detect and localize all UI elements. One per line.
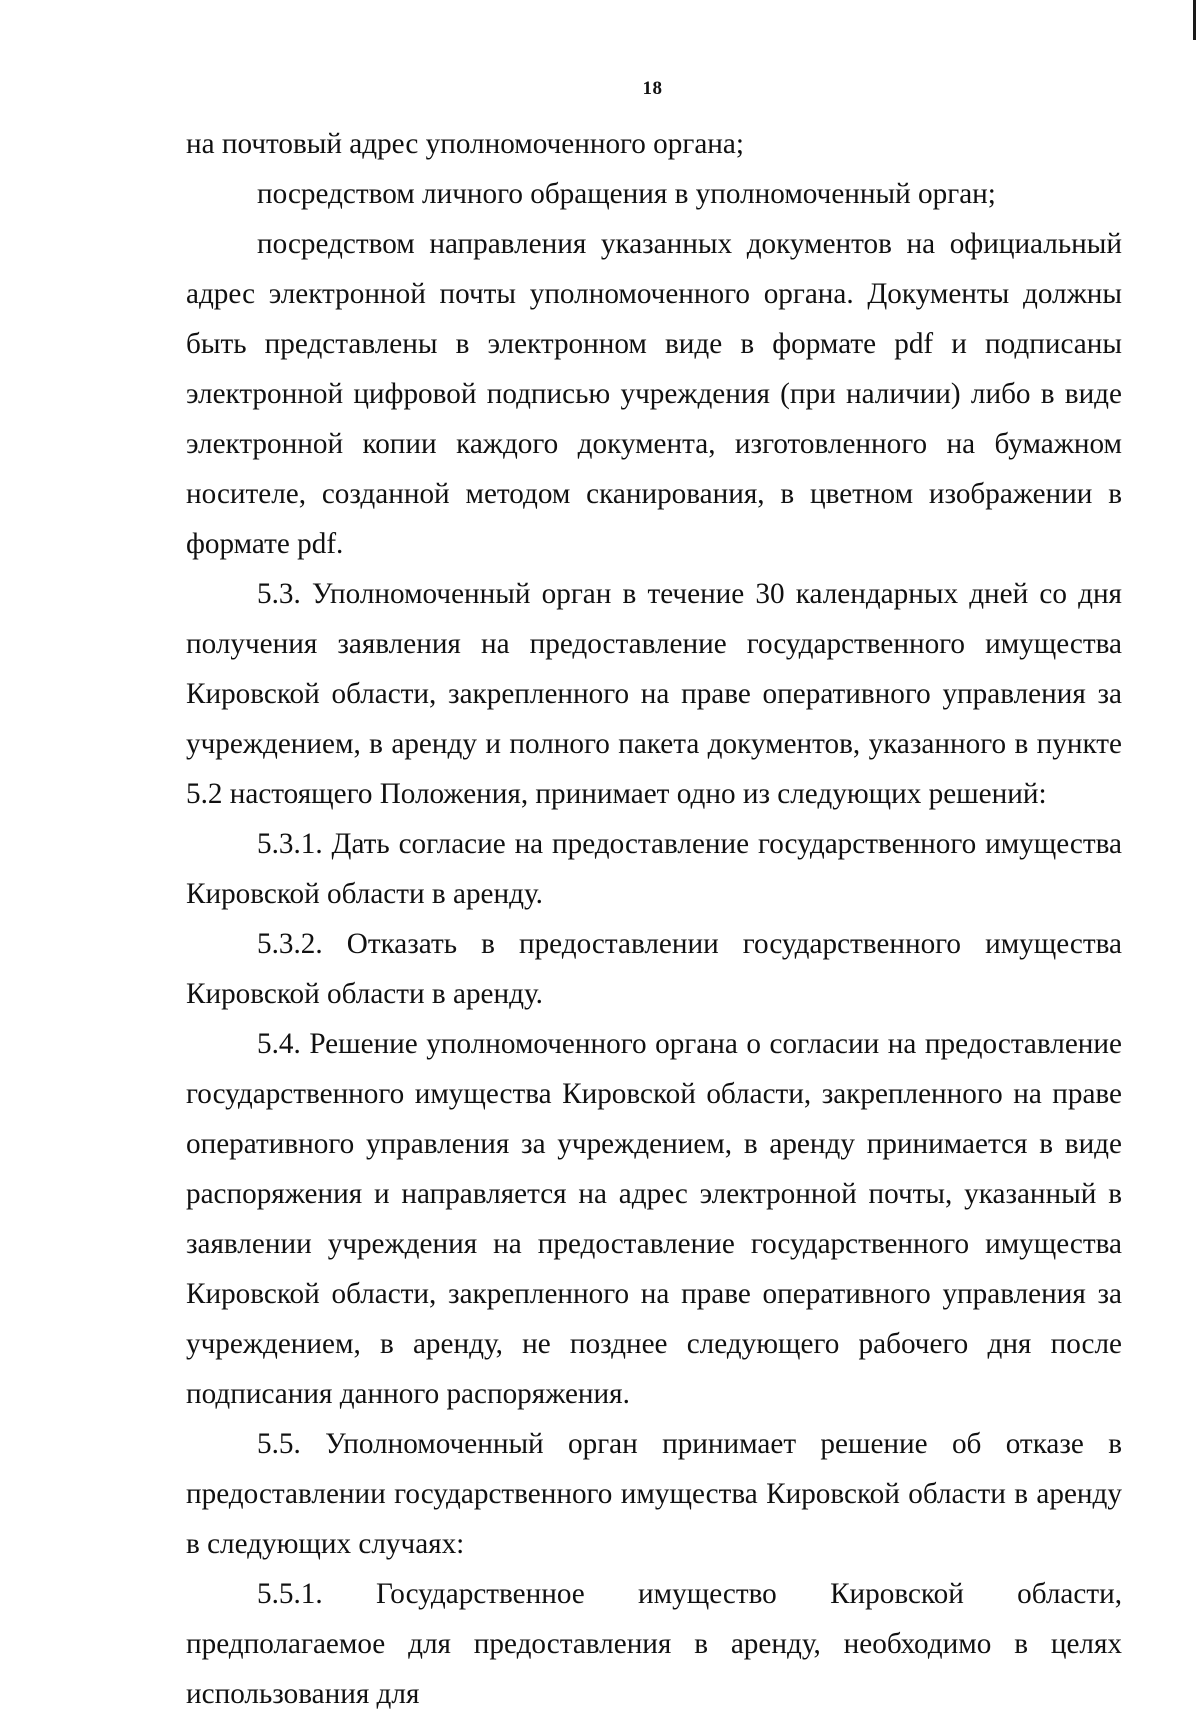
document-body (186, 119, 1122, 1719)
paragraph-5-4: 5.4. Решение уполномоченного органа о согласии на предоставление государственного имущества Кировской области, закрепленного на праве оперативного управления за учреждением, в аренду принимается в виде распоряжения и направляется на адрес электронной почты, указанный в заявлении учреждения на предоставление государственного имущества Кировской области, закрепленного на праве оперативного управления за учреждением, в аренду, не позднее следующего рабочего дня после подписания данного распоряжения. (186, 1028, 1122, 1410)
paragraph-5-3-1: 5.3.1. Дать согласие на предоставление государственного имущества Кировской области в аренду. (186, 828, 1122, 910)
paragraph-postal-address: на почтовый адрес уполномоченного органа; (186, 128, 744, 160)
paragraph-5-5: 5.5. Уполномоченный орган принимает решение об отказе в предоставлении государственного имущества Кировской области в аренду в следующих случаях: (186, 1428, 1122, 1560)
scan-edge-mark (1193, 0, 1196, 40)
paragraph-5-3: 5.3. Уполномоченный орган в течение 30 календарных дней со дня получения заявления на предоставление государственного имущества Кировской области, закрепленного на праве оперативного управления за учреждением, в аренду и полного пакета документов, указанного в пункте 5.2 настоящего Положения, принимает одно из следующих решений: (186, 578, 1122, 810)
page-number: 18 (642, 78, 663, 99)
paragraph-personal-visit: посредством личного обращения в уполномоченный орган; (257, 178, 996, 210)
paragraph-5-5-1: 5.5.1. Государственное имущество Кировской области, предполагаемое для предоставления в аренду, необходимо в целях использования для (186, 1578, 1122, 1710)
paragraph-5-3-2: 5.3.2. Отказать в предоставлении государственного имущества Кировской области в аренду. (186, 928, 1122, 1010)
paragraph-electronic-submission: посредством направления указанных документов на официальный адрес электронной почты уполномоченного органа. Документы должны быть представлены в электронном виде в формате pdf и подписаны электронной цифровой подписью учреждения (при наличии) либо в виде электронной копии каждого документа, изготовленного на бумажном носителе, созданной методом сканирования, в цветном изображении в формате pdf. (186, 228, 1122, 560)
